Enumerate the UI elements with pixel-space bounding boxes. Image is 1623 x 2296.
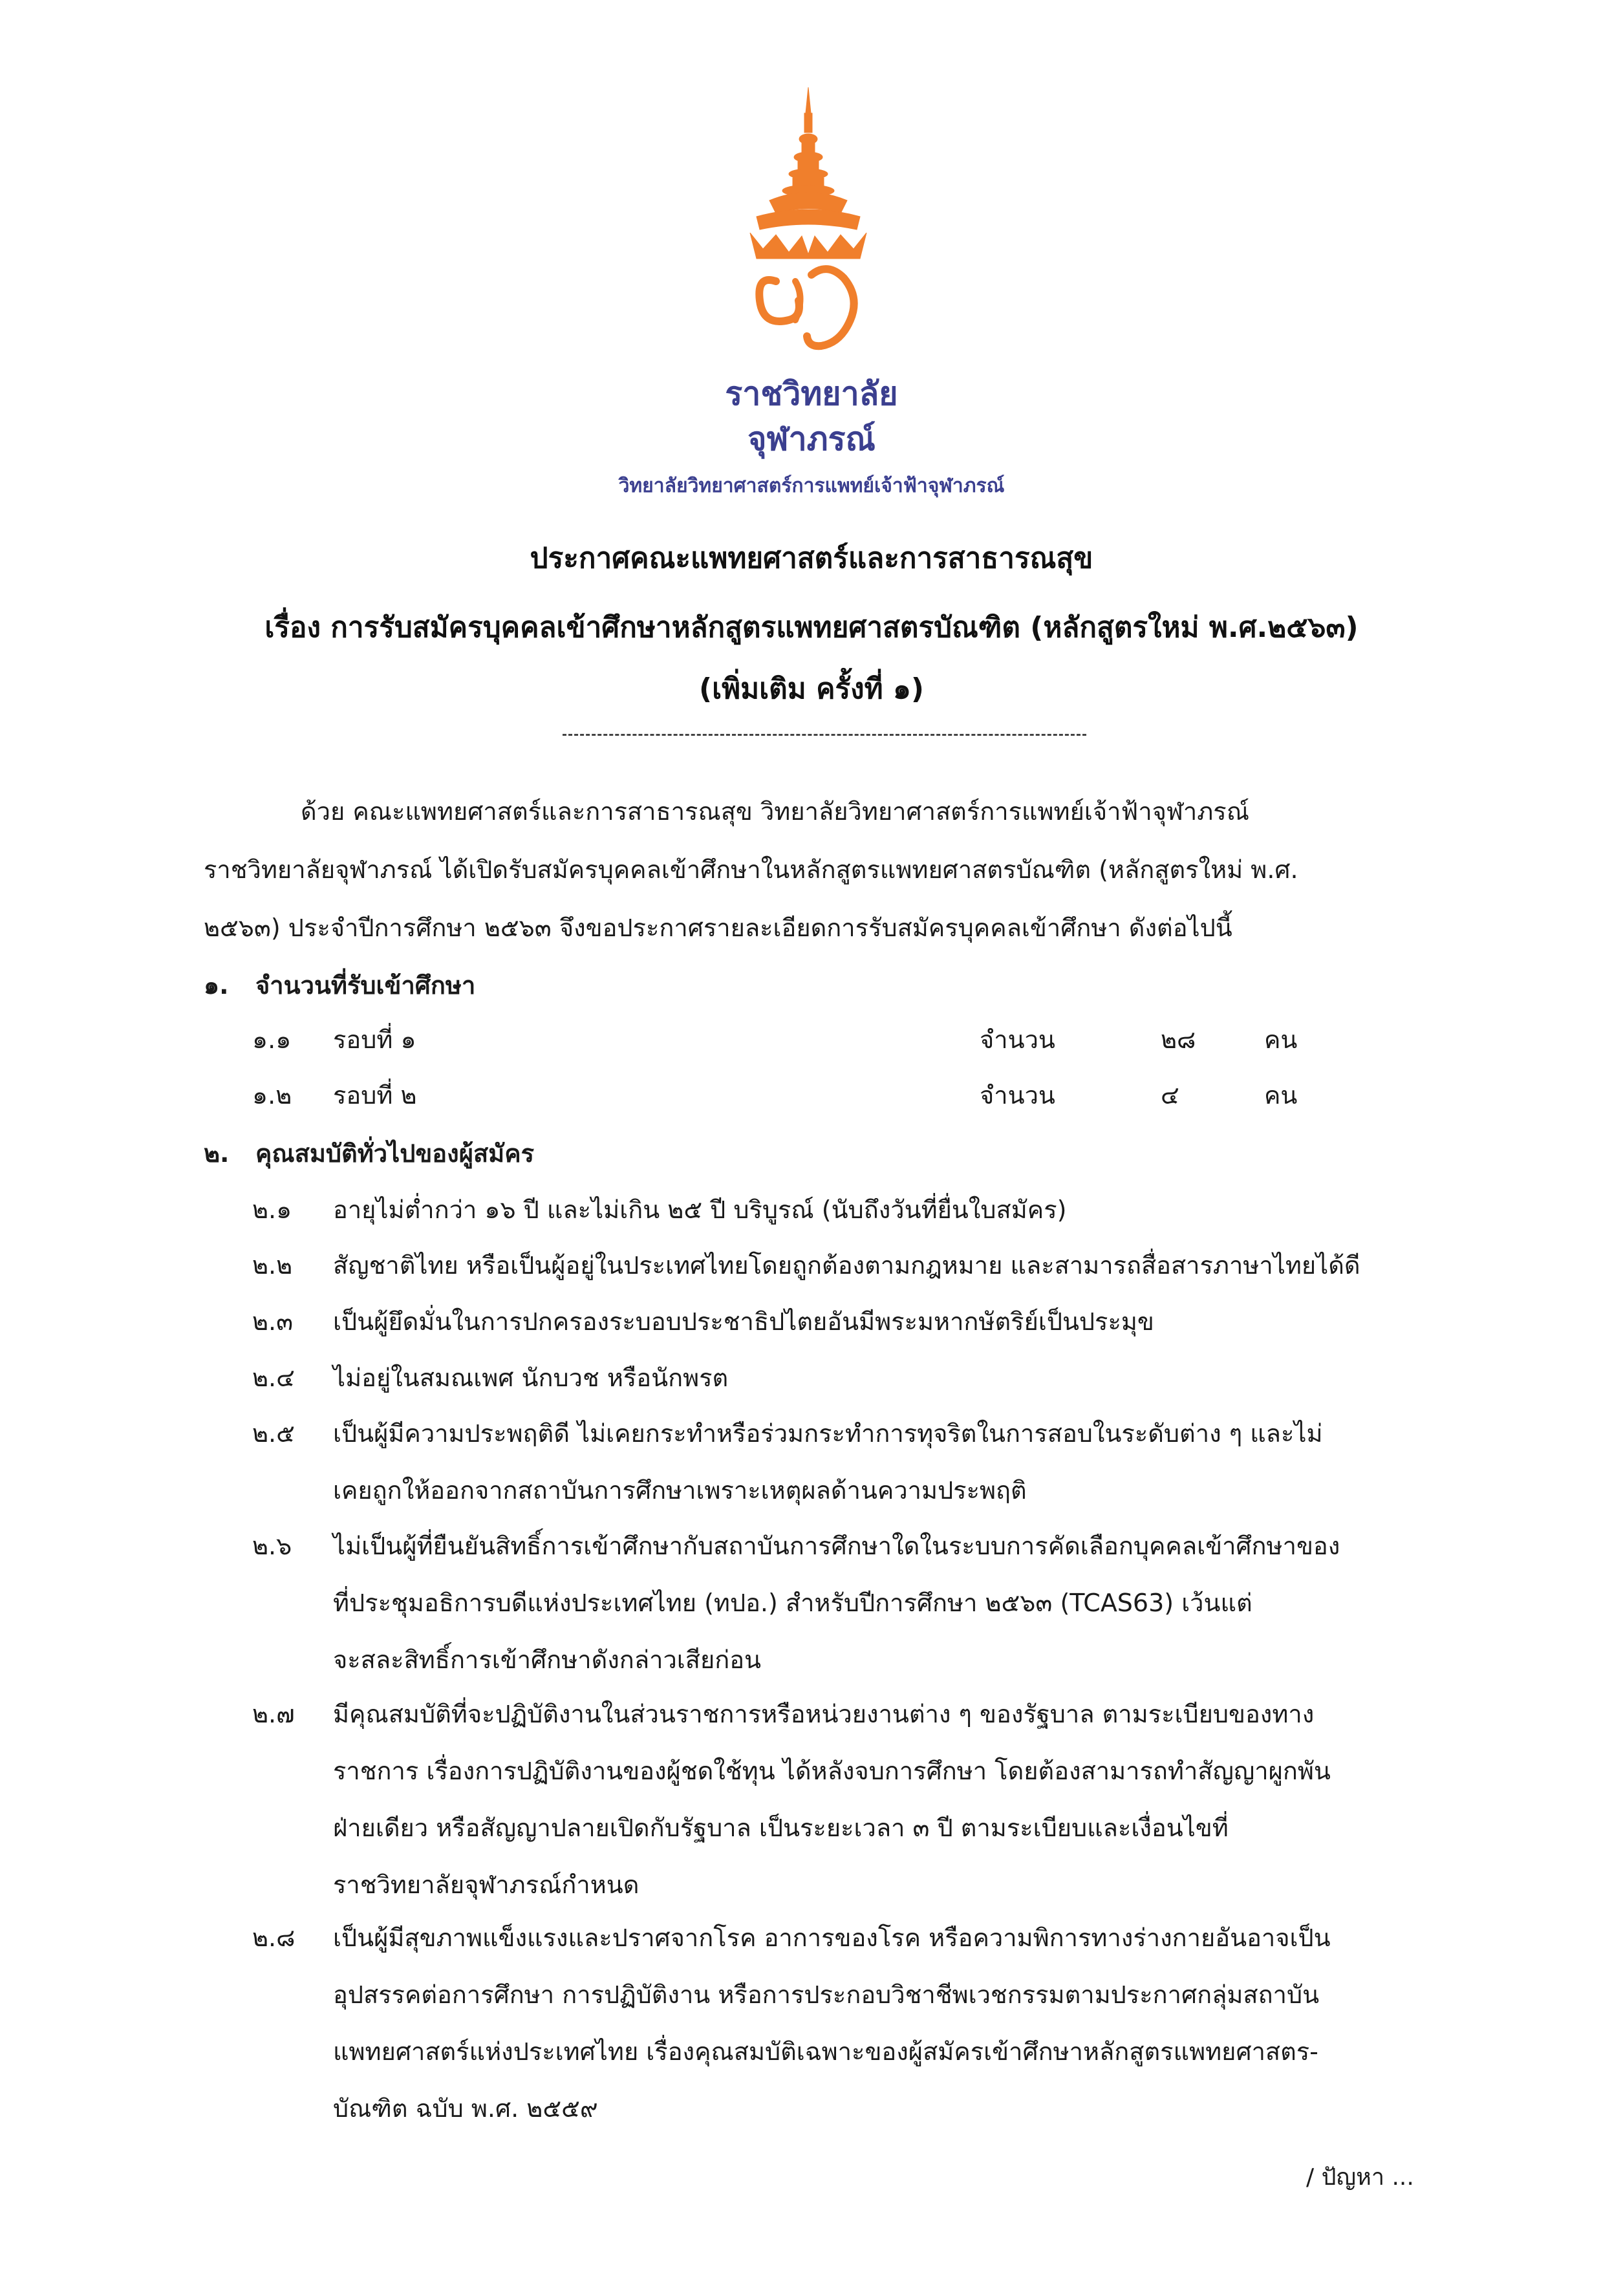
item-text: เป็นผู้ยึดมั่นในการปกครองระบอบประชาธิปไตยอันมีพระมหากษัตริย์เป็นประมุข [333,1307,1154,1336]
institution-logo [731,87,886,359]
item-number: ๒.๑ [252,1196,292,1224]
item-number: ๒.๗ [252,1700,295,1728]
intro-line-1: ด้วย คณะแพทยศาสตร์และการสาธารณสุข วิทยาลัยวิทยาศาสตร์การแพทย์เจ้าฟ้าจุฬาภรณ์ [301,797,1249,826]
item-text: อุปสรรคต่อการศึกษา การปฏิบัติงาน หรือการประกอบวิชาชีพเวชกรรมตามประกาศกลุ่มสถาบัน [333,1980,1320,2009]
section-number: ๒. [204,1139,230,1168]
institution-name-line1: ราชวิทยาลัย [725,375,898,413]
item-text: ราชการ เรื่องการปฏิบัติงานของผู้ชดใช้ทุน ได้หลังจบการศึกษา โดยต้องสามารถทำสัญญาผูกพัน [333,1757,1331,1785]
item-text: อายุไม่ต่ำกว่า ๑๖ ปี และไม่เกิน ๒๕ ปี บริบูรณ์ (นับถึงวันที่ยื่นใบสมัคร) [333,1196,1067,1224]
item-text: มีคุณสมบัติที่จะปฏิบัติงานในส่วนราชการหรือหน่วยงานต่าง ๆ ของรัฐบาล ตามระเบียบของทาง [333,1700,1315,1728]
quota-row [252,1075,1351,1114]
quota-value: ๔ [1161,1081,1179,1110]
quota-label: จำนวน [980,1081,1055,1110]
item-number: ๒.๒ [252,1251,293,1280]
quota-round: รอบที่ ๑ [333,1025,416,1054]
item-text: ไม่อยู่ในสมณเพศ นักบวช หรือนักพรต [333,1364,729,1392]
quota-number: ๑.๒ [252,1081,292,1110]
section-number: ๑. [204,971,229,1000]
item-text: ไม่เป็นผู้ที่ยืนยันสิทธิ์การเข้าศึกษากับสถาบันการศึกษาใดในระบบการคัดเลือกบุคคลเข้าศึกษาของ [333,1532,1340,1560]
item-text: เป็นผู้มีสุขภาพแข็งแรงและปราศจากโรค อาการของโรค หรือความพิการทางร่างกายอันอาจเป็น [333,1924,1331,1952]
intro-paragraph [204,782,1458,957]
intro-line-3: ๒๕๖๓) ประจำปีการศึกษา ๒๕๖๓ จึงขอประกาศรายละเอียดการรับสมัครบุคคลเข้าศึกษา ดังต่อไปนี้ [204,914,1232,942]
item-number: ๒.๔ [252,1364,295,1392]
institution-name-line2: จุฬาภรณ์ [747,420,876,458]
intro-line-2: ราชวิทยาลัยจุฬาภรณ์ ได้เปิดรับสมัครบุคคลเข้าศึกษาในหลักสูตรแพทยศาสตรบัณฑิต (หลักสูตรใหม่ พ.ศ. [204,855,1298,884]
quota-label: จำนวน [980,1025,1055,1054]
item-text: สัญชาติไทย หรือเป็นผู้อยู่ในประเทศไทยโดยถูกต้องตามกฎหมาย และสามารถสื่อสารภาษาไทยได้ดี [333,1251,1360,1280]
item-text: เป็นผู้มีความประพฤติดี ไม่เคยกระทำหรือร่วมกระทำการทุจริตในการสอบในระดับต่าง ๆ และไม่ [333,1419,1323,1448]
announcement-title: ประกาศคณะแพทยศาสตร์และการสาธารณสุข [530,542,1093,575]
item-number: ๒.๕ [252,1419,295,1448]
item-text: บัณฑิต ฉบับ พ.ศ. ๒๕๕๙ [333,2094,598,2123]
announcement-supplement: (เพิ่มเติม ครั้งที่ ๑) [698,672,924,705]
quota-round: รอบที่ ๒ [333,1081,417,1110]
institution-subname: วิทยาลัยวิทยาศาสตร์การแพทย์เจ้าฟ้าจุฬาภรณ์ [618,475,1005,497]
page-continuation: / ปัญหา ... [1306,2164,1414,2191]
item-text: ราชวิทยาลัยจุฬาภรณ์กำหนด [333,1871,640,1899]
section-title: จำนวนที่รับเข้าศึกษา [255,971,476,1000]
quota-value: ๒๘ [1161,1025,1196,1054]
item-text: จะสละสิทธิ์การเข้าศึกษาดังกล่าวเสียก่อน [333,1646,762,1674]
item-number: ๒.๖ [252,1532,292,1560]
section-title: คุณสมบัติทั่วไปของผู้สมัคร [255,1139,535,1168]
quota-unit: คน [1264,1081,1298,1110]
quota-number: ๑.๑ [252,1025,292,1054]
item-text: แพทยศาสตร์แห่งประเทศไทย เรื่องคุณสมบัติเฉพาะของผู้สมัครเข้าศึกษาหลักสูตรแพทยศาสตร- [333,2037,1318,2066]
title-separator [563,734,1086,736]
announcement-subject: เรื่อง การรับสมัครบุคคลเข้าศึกษาหลักสูตรแพทยศาสตรบัณฑิต (หลักสูตรใหม่ พ.ศ.๒๕๖๓) [264,611,1359,644]
quota-unit: คน [1264,1025,1298,1054]
item-text: ที่ประชุมอธิการบดีแห่งประเทศไทย (ทปอ.) สำหรับปีการศึกษา ๒๕๖๓ (TCAS63) เว้นแต่ [333,1589,1252,1617]
item-text: เคยถูกให้ออกจากสถาบันการศึกษาเพราะเหตุผลด้านความประพฤติ [333,1476,1027,1505]
item-number: ๒.๓ [252,1307,294,1336]
item-text: ฝ่ายเดียว หรือสัญญาปลายเปิดกับรัฐบาล เป็นระยะเวลา ๓ ปี ตามระเบียบและเงื่อนไขที่ [333,1814,1229,1842]
item-number: ๒.๘ [252,1924,296,1952]
quota-row [252,1020,1351,1058]
